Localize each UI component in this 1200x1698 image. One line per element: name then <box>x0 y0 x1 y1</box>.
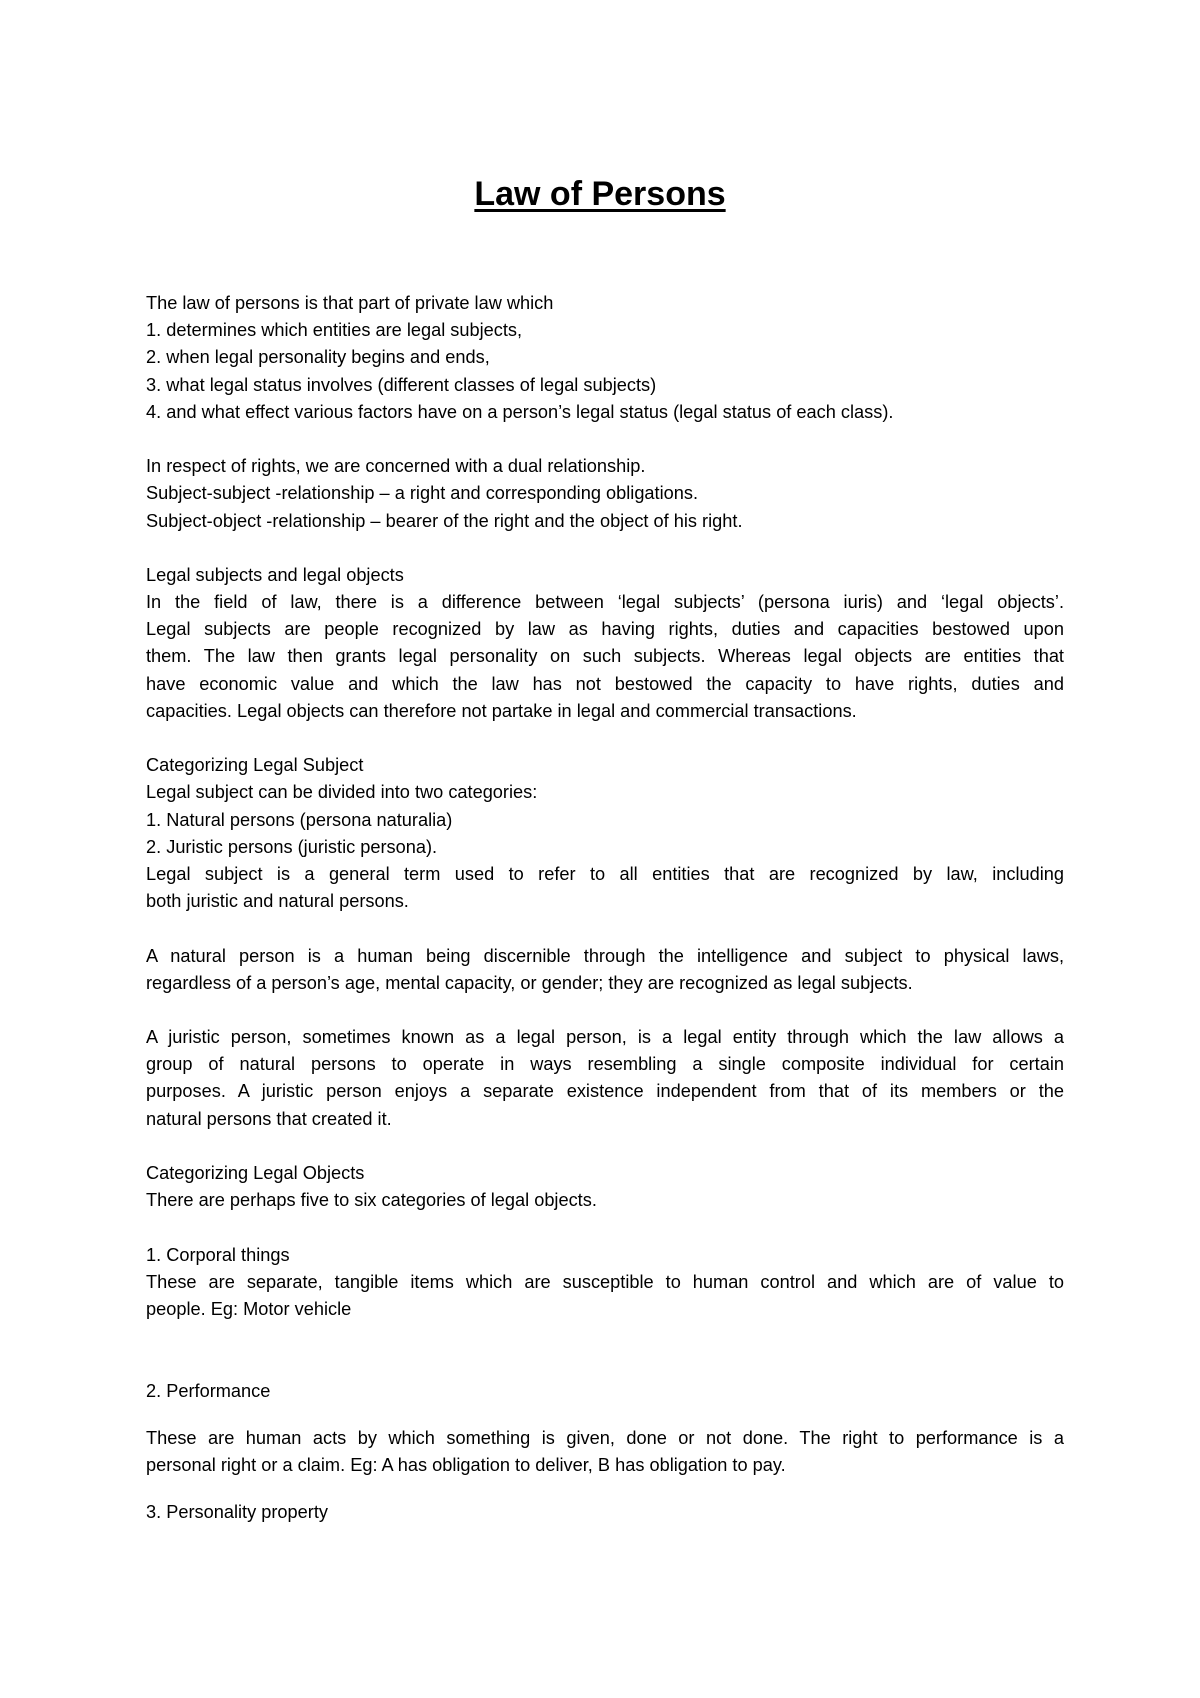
subsection-heading: 1. Corporal things <box>146 1244 290 1265</box>
paragraph-line: In the field of law, there is a difference between ‘legal subjects’ (persona iuris) and ‘legal objects’. <box>146 592 1064 613</box>
paragraph-line: people. Eg: Motor vehicle <box>146 1298 352 1319</box>
paragraph-line: have economic value and which the law has not bestowed the capacity to have rights, duties and <box>146 673 1064 694</box>
intro-list-item: 2. when legal personality begins and ends, <box>146 347 490 368</box>
paragraph-line: both juristic and natural persons. <box>146 891 409 912</box>
paragraph-line: These are human acts by which something is given, done or not done. The right to performance is a <box>146 1427 1064 1448</box>
paragraph-line: group of natural persons to operate in ways resembling a single composite individual for certain <box>146 1054 1064 1075</box>
intro-list-item: 1. determines which entities are legal subjects, <box>146 320 523 341</box>
intro-line: The law of persons is that part of private law which <box>146 293 554 313</box>
paragraph-line: capacities. Legal objects can therefore not partake in legal and commercial transactions. <box>146 700 857 721</box>
list-item: 1. Natural persons (persona naturalia) <box>146 809 453 830</box>
paragraph-line: Legal subject can be divided into two categories: <box>146 782 538 803</box>
paragraph-line: There are perhaps five to six categories of legal objects. <box>146 1190 597 1211</box>
page-title: Law of Persons <box>474 175 726 213</box>
paragraph-line: them. The law then grants legal personality on such subjects. Whereas legal objects are entities that <box>146 646 1064 667</box>
rights-line: In respect of rights, we are concerned with a dual relationship. <box>146 456 646 477</box>
paragraph-line: Legal subject is a general term used to refer to all entities that are recognized by law, including <box>146 863 1064 884</box>
intro-list-item: 3. what legal status involves (different classes of legal subjects) <box>146 374 657 395</box>
section-heading: Categorizing Legal Subject <box>146 755 364 776</box>
section-heading: Legal subjects and legal objects <box>146 564 404 585</box>
intro-list-item: 4. and what effect various factors have on a person’s legal status (legal status of each class). <box>146 401 894 422</box>
paragraph-line: A natural person is a human being discernible through the intelligence and subject to physical laws, <box>146 945 1064 966</box>
subsection-heading: 3. Personality property <box>146 1502 328 1523</box>
paragraph-line: natural persons that created it. <box>146 1108 392 1129</box>
document-body <box>146 290 1064 1526</box>
subsection-heading: 2. Performance <box>146 1380 271 1401</box>
list-item: 2. Juristic persons (juristic persona). <box>146 836 438 857</box>
paragraph-line: Legal subjects are people recognized by law as having rights, duties and capacities bestowed upon <box>146 619 1064 640</box>
paragraph-line: A juristic person, sometimes known as a legal person, is a legal entity through which the law allows a <box>146 1027 1064 1048</box>
section-heading: Categorizing Legal Objects <box>146 1163 365 1183</box>
rights-line: Subject-object -relationship – bearer of the right and the object of his right. <box>146 510 743 531</box>
rights-line: Subject-subject -relationship – a right and corresponding obligations. <box>146 483 699 504</box>
paragraph-line: These are separate, tangible items which are susceptible to human control and which are of value to <box>146 1271 1064 1292</box>
paragraph-line: personal right or a claim. Eg: A has obligation to deliver, B has obligation to pay. <box>146 1454 786 1475</box>
paragraph-line: regardless of a person’s age, mental capacity, or gender; they are recognized as legal subjects. <box>146 972 913 993</box>
paragraph-line: purposes. A juristic person enjoys a separate existence independent from that of its members or the <box>146 1081 1064 1102</box>
